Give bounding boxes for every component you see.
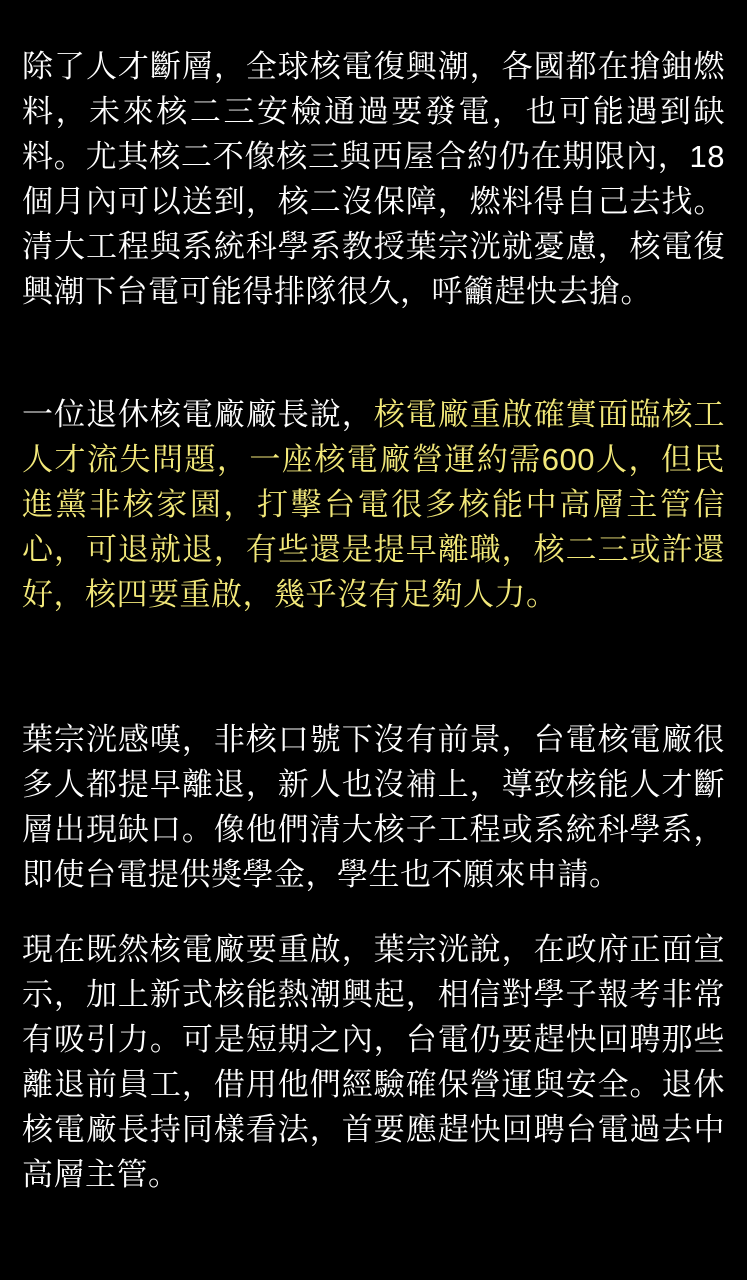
paragraph-spacer-2 bbox=[22, 617, 725, 717]
paragraph-2 bbox=[22, 392, 725, 617]
paragraph-4: 現在既然核電廠要重啟，葉宗洸說，在政府正面宣示，加上新式核能熱潮興起，相信對學子報考非常有吸引力。可是短期之內，台電仍要趕快回聘那些離退前員工，借用他們經驗確保營運與安全。退休核電廠長持同樣看法，首要應趕快回聘台電過去中高層主管。 bbox=[22, 932, 725, 1192]
paragraph-spacer-3 bbox=[22, 897, 725, 927]
paragraph-2-highlight: 核電廠重啟確實面臨核工人才流失問題，一座核電廠營運約需600人，但民進黨非核家園，打擊台電很多核能中高層主管信心，可退就退，有些還是提早離職，核二三或許還好，核四要重啟，幾乎沒有足夠人力。 bbox=[22, 397, 726, 612]
paragraph-2-lead: 一位退休核電廠廠長說， bbox=[22, 397, 374, 432]
paragraph-3: 葉宗洸感嘆，非核口號下沒有前景，台電核電廠很多人都提早離退，新人也沒補上，導致核能人才斷層出現缺口。像他們清大核子工程或系統科學系，即使台電提供獎學金，學生也不願來申請。 bbox=[22, 722, 725, 892]
paragraph-spacer-1 bbox=[22, 314, 725, 392]
paragraph-1: 除了人才斷層，全球核電復興潮，各國都在搶鈾燃料，未來核二三安檢通過要發電，也可能遇到缺料。尤其核二不像核三與西屋合約仍在期限內，18個月內可以送到，核二沒保障，燃料得自己去找。清大工程與系統科學系教授葉宗洸就憂慮，核電復興潮下台電可能得排隊很久，呼籲趕快去搶。 bbox=[22, 49, 725, 309]
